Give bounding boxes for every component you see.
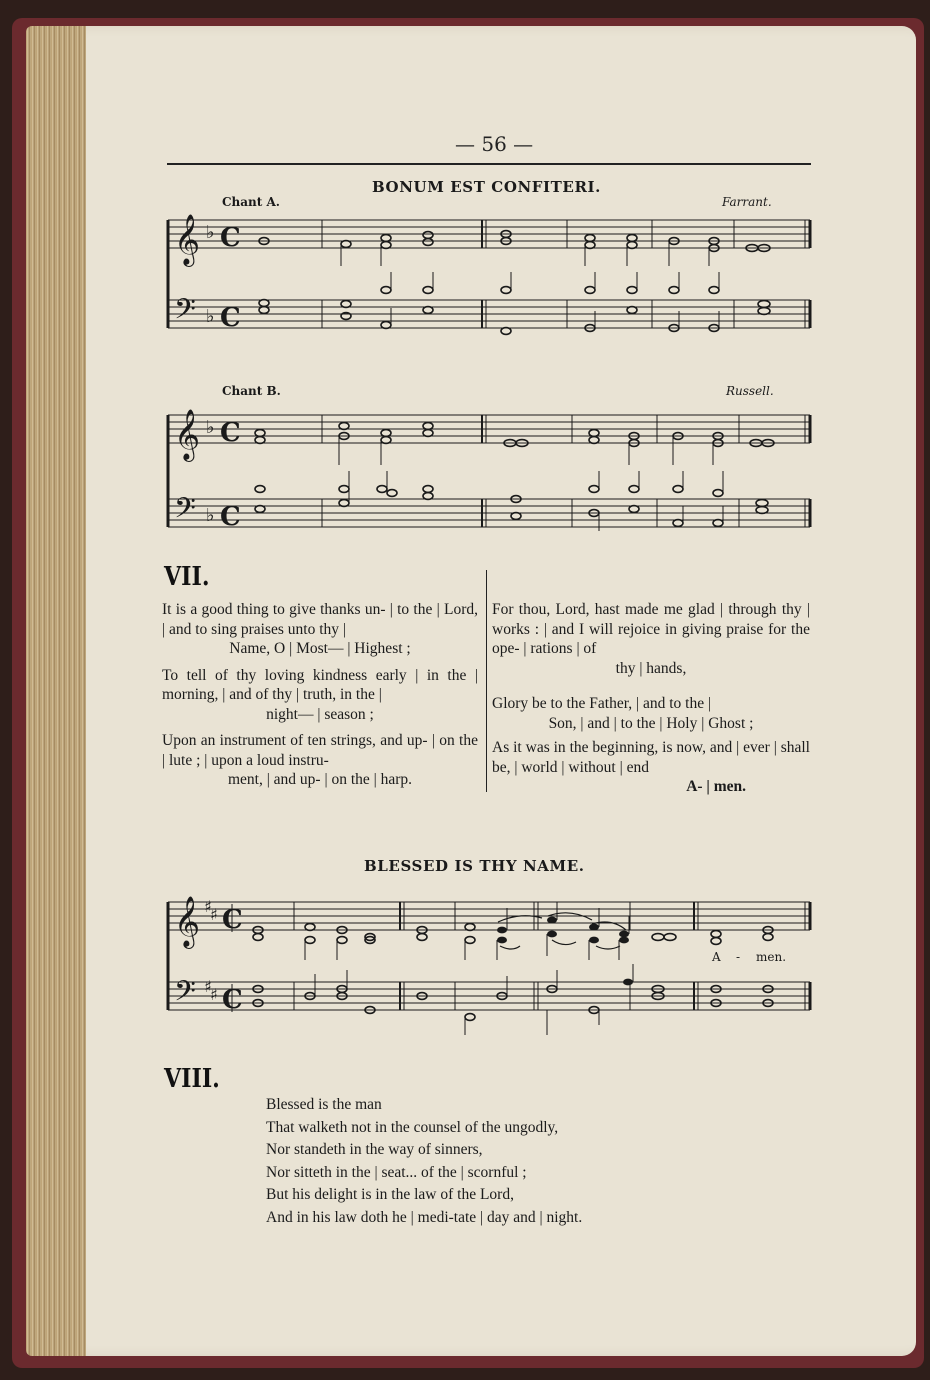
verse-5-end: Son, | and | to the | Holy | Ghost ; [548, 714, 754, 732]
verse-2-text: To tell of thy loving kindness early | in the | morning, | and of thy | truth, in the | [162, 666, 478, 703]
section-numeral-vii: VII. [164, 562, 210, 592]
verse-3-text: Upon an instrument of ten strings, and up- | on the | lute ; | upon a loud instru- [162, 732, 478, 769]
chant-a-score [160, 208, 815, 338]
psalm-line: But his delight is in the law of the Lord, [266, 1186, 514, 1203]
chant-b-score [160, 403, 815, 538]
verse-4-end: thy | hands, [615, 659, 687, 677]
verse-1-text: It is a good thing to give thanks un- | to the | Lord, | and to sing praises unto thy | [162, 601, 478, 638]
verse-3 [162, 731, 478, 790]
svg-text:♭: ♭ [206, 417, 215, 438]
verse-4-text: For thou, Lord, hast made me glad | through thy | works : | and I will rejoice in giving praise for the ope- | rations | of [492, 601, 810, 657]
header-rule [167, 163, 811, 165]
svg-text:♭: ♭ [206, 306, 215, 327]
left-column [162, 600, 478, 790]
section-title-blessed: BLESSED IS THY NAME. [364, 857, 585, 875]
verse-2 [162, 666, 478, 725]
psalm-lines [266, 1094, 806, 1229]
psalm-line: Nor standeth in the way of sinners, [266, 1141, 483, 1158]
psalm-line: That walketh not in the counsel of the ungodly, [266, 1118, 559, 1136]
right-column [492, 600, 810, 797]
column-divider [486, 570, 487, 792]
verse-3-end: ment, | and up- | on the | harp. [227, 771, 413, 788]
lyric-men: men. [756, 950, 787, 964]
svg-text:♯: ♯ [210, 905, 218, 924]
svg-text:C: C [220, 303, 241, 333]
section-title-bonum: BONUM EST CONFITERI. [372, 178, 601, 196]
chant-b-label: Chant B. [222, 384, 281, 398]
psalm-line: Nor sitteth in the | seat... of the | scornful ; [266, 1163, 527, 1181]
svg-text:C: C [220, 418, 241, 448]
verse-6 [492, 738, 810, 797]
verse-6-text: As it was in the beginning, is now, and | ever | shall be, | world | without | end [492, 739, 810, 776]
svg-text:𝄞: 𝄞 [174, 409, 201, 460]
svg-text:♭: ♭ [206, 222, 215, 243]
verse-1 [162, 600, 478, 659]
svg-text:C: C [220, 502, 241, 532]
svg-text:♯: ♯ [210, 985, 218, 1004]
svg-text:𝄢: 𝄢 [174, 293, 196, 333]
chant-a-composer: Farrant. [722, 195, 772, 209]
lyric-a: A [712, 950, 721, 964]
svg-text:𝄢: 𝄢 [174, 975, 196, 1015]
section-numeral-viii: VIII. [164, 1064, 220, 1094]
svg-text:𝄢: 𝄢 [174, 492, 196, 532]
svg-text:♭: ♭ [206, 505, 215, 526]
svg-text:♯: ♯ [204, 897, 212, 916]
psalm-line: Blessed is the man [266, 1096, 382, 1113]
chant-b-composer: Russell. [726, 384, 774, 398]
verse-5-text: Glory be to the Father, | and to the | [492, 695, 712, 712]
blessed-score [160, 890, 815, 1040]
svg-text:𝄞: 𝄞 [174, 214, 201, 265]
verse-2-end: night— | season ; [266, 705, 374, 723]
verse-5 [492, 694, 810, 733]
svg-text:♯: ♯ [204, 977, 212, 996]
verse-1-end: Name, O | Most— | Highest ; [229, 640, 411, 657]
page-number: — 56 — [455, 132, 534, 156]
svg-text:𝄞: 𝄞 [174, 896, 201, 947]
lyric-dash: - [736, 950, 741, 964]
verse-6-end: A- | men. [686, 778, 746, 795]
svg-text:C: C [222, 905, 243, 935]
psalm-line: And in his law doth he | medi-tate | day and | night. [266, 1208, 583, 1226]
chant-a-label: Chant A. [222, 195, 280, 209]
svg-text:C: C [220, 223, 241, 253]
verse-4 [492, 600, 810, 678]
page-edges [26, 26, 86, 1356]
svg-text:C: C [222, 985, 243, 1015]
